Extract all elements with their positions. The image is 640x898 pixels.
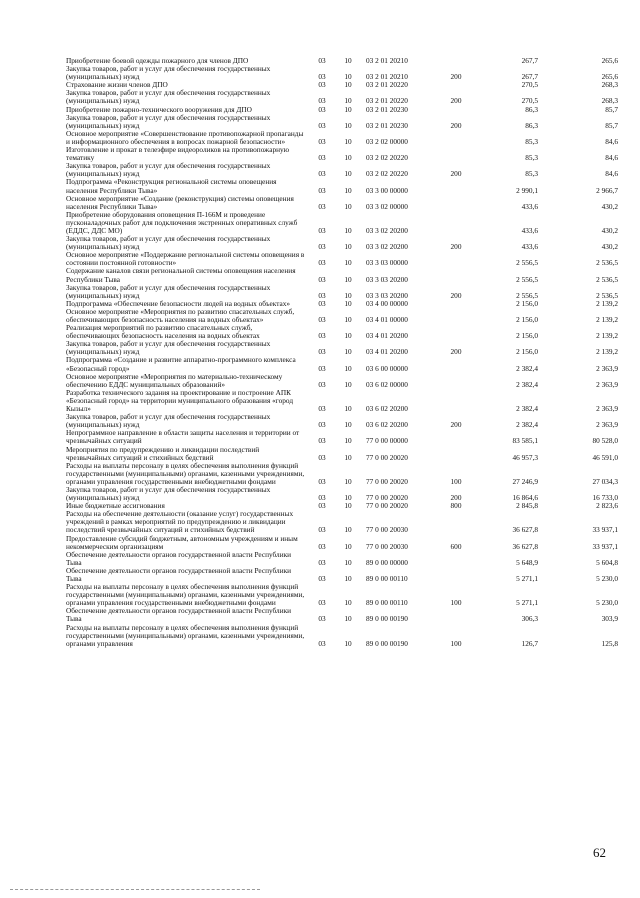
expense-type-code: 100 xyxy=(450,598,462,608)
target-article-code: 03 2 02 20220 xyxy=(366,153,408,163)
section-code: 03 xyxy=(318,169,326,179)
table-row xyxy=(66,567,618,583)
planned-amount: 2 382,4 xyxy=(516,379,538,389)
executed-amount: 84,6 xyxy=(605,169,618,179)
target-article-code: 03 4 00 00000 xyxy=(366,298,408,308)
target-article-code: 03 6 02 20200 xyxy=(366,404,408,414)
section-code: 03 xyxy=(318,476,326,486)
subsection-code: 10 xyxy=(344,363,352,373)
executed-amount: 5 230,0 xyxy=(596,598,618,608)
row-name: Реализация мероприятий по развитию спасательных служб, обеспечивающих безопасность населения на водных объектах xyxy=(66,323,260,341)
subsection-code: 10 xyxy=(344,185,352,195)
section-code: 03 xyxy=(318,104,326,114)
executed-amount: 2 823,6 xyxy=(596,501,618,511)
subsection-code: 10 xyxy=(344,436,352,446)
row-name: Закупка товаров, работ и услуг для обеспечения государственных (муниципальных) нужд xyxy=(66,234,271,252)
target-article-code: 77 0 00 20020 xyxy=(366,493,408,503)
subsection-code: 10 xyxy=(344,242,352,252)
executed-amount: 85,7 xyxy=(605,104,618,114)
row-name: Мероприятия по предупреждению и ликвидации последствий чрезвычайных ситуаций и стихийных бедствий xyxy=(66,444,260,462)
expense-type-code xyxy=(442,324,470,340)
row-name: Изготовление и прокат в телеэфире видеороликов на противопожарную тематику xyxy=(66,145,290,163)
expense-type-code xyxy=(442,130,470,146)
subsection-code: 10 xyxy=(344,379,352,389)
executed-amount: 2 139,2 xyxy=(596,315,618,324)
planned-amount: 2 382,4 xyxy=(516,420,538,430)
planned-amount: 5 648,9 xyxy=(516,557,538,567)
expense-type-code: 200 xyxy=(450,120,462,130)
subsection-code: 10 xyxy=(344,476,352,486)
subsection-code: 10 xyxy=(344,136,352,146)
table-row xyxy=(66,211,618,235)
expense-type-code xyxy=(442,267,470,283)
table-row xyxy=(66,178,618,194)
section-code: 03 xyxy=(318,363,326,373)
target-article-code: 89 0 00 00000 xyxy=(366,557,408,567)
target-article-code: 03 4 01 20200 xyxy=(366,331,408,341)
section-code: 03 xyxy=(318,331,326,341)
table-row xyxy=(66,146,618,162)
subsection-code: 10 xyxy=(344,120,352,130)
subsection-code: 10 xyxy=(344,104,352,114)
table-row xyxy=(66,535,618,551)
executed-amount: 33 937,1 xyxy=(592,525,618,535)
executed-amount: 2 139,2 xyxy=(596,347,618,357)
target-article-code: 03 2 01 20210 xyxy=(366,72,408,82)
planned-amount: 270,5 xyxy=(521,80,538,90)
target-article-code: 03 6 00 00000 xyxy=(366,363,408,373)
executed-amount: 303,9 xyxy=(601,614,618,624)
executed-amount: 2 536,5 xyxy=(596,274,618,284)
section-code: 03 xyxy=(318,242,326,252)
executed-amount: 33 937,1 xyxy=(592,541,618,551)
table-row xyxy=(66,251,618,267)
subsection-code: 10 xyxy=(344,638,352,648)
subsection-code: 10 xyxy=(344,274,352,284)
row-name: Приобретение оборудования оповещения П-166М и проведение пусконаладочных работ для подключения экстренных оперативных служб (ЕДДС, ДДС МО) xyxy=(66,209,298,235)
expense-type-code xyxy=(442,607,470,623)
row-name: Обеспечение деятельности органов государственной власти Республики Тыва xyxy=(66,606,292,624)
executed-amount: 2 363,9 xyxy=(596,420,618,430)
expense-type-code: 200 xyxy=(450,420,462,430)
section-code: 03 xyxy=(318,185,326,195)
row-name: Приобретение пожарно-технического вооружения для ДПО xyxy=(66,104,252,114)
subsection-code: 10 xyxy=(344,331,352,341)
target-article-code: 77 0 00 00000 xyxy=(366,436,408,446)
planned-amount: 2 382,4 xyxy=(516,404,538,414)
executed-amount: 85,7 xyxy=(605,120,618,130)
row-name: Основное мероприятие «Мероприятия по материально-техническому обеспечению ЕДДС муниципальных образований» xyxy=(66,371,283,389)
target-article-code: 03 3 03 00000 xyxy=(366,258,408,268)
executed-amount: 265,6 xyxy=(601,56,618,65)
target-article-code: 03 2 01 20230 xyxy=(366,120,408,130)
row-name: Расходы на выплаты персоналу в целях обеспечения выполнения функций государственными (муниципальными) органами, казенными учреждениями, органами управления государственными внебюджетными фондами xyxy=(66,460,305,486)
section-code: 03 xyxy=(318,501,326,511)
target-article-code: 03 6 02 20200 xyxy=(366,420,408,430)
expense-type-code xyxy=(442,178,470,194)
table-row xyxy=(66,510,618,534)
target-article-code: 03 2 01 20210 xyxy=(366,56,408,65)
planned-amount: 83 585,1 xyxy=(512,436,538,446)
executed-amount: 2 363,9 xyxy=(596,363,618,373)
expense-type-code xyxy=(442,57,470,65)
executed-amount: 5 604,8 xyxy=(596,557,618,567)
executed-amount: 125,8 xyxy=(601,638,618,648)
planned-amount: 86,3 xyxy=(525,120,538,130)
target-article-code: 03 2 01 20220 xyxy=(366,96,408,106)
planned-amount: 85,3 xyxy=(525,169,538,179)
planned-amount: 2 156,0 xyxy=(516,347,538,357)
row-name: Подпрограмма «Обеспечение безопасности людей на водных объектах» xyxy=(66,298,291,308)
target-article-code: 03 3 02 20200 xyxy=(366,225,408,235)
table-row xyxy=(66,462,618,486)
expense-type-code: 200 xyxy=(450,169,462,179)
target-article-code: 03 6 02 00000 xyxy=(366,379,408,389)
expense-type-code xyxy=(442,146,470,162)
row-name: Основное мероприятие «Поддержание региональной системы оповещения в состоянии постоянной готовности» xyxy=(66,250,305,268)
section-code: 03 xyxy=(318,136,326,146)
row-name: Расходы на выплаты персоналу в целях обеспечения выполнения функций государственными (муниципальными) органами, казенными учреждениями, органами управления xyxy=(66,622,305,648)
executed-amount: 2 363,9 xyxy=(596,379,618,389)
table-row xyxy=(66,130,618,146)
table-row xyxy=(66,324,618,340)
target-article-code: 03 2 02 20220 xyxy=(366,169,408,179)
subsection-code: 10 xyxy=(344,56,352,65)
table-row xyxy=(66,413,618,429)
planned-amount: 85,3 xyxy=(525,136,538,146)
subsection-code: 10 xyxy=(344,574,352,583)
target-article-code: 03 3 03 20200 xyxy=(366,274,408,284)
section-code: 03 xyxy=(318,638,326,648)
subsection-code: 10 xyxy=(344,493,352,503)
section-code: 03 xyxy=(318,315,326,324)
table-row xyxy=(66,389,618,413)
subsection-code: 10 xyxy=(344,290,352,300)
section-code: 03 xyxy=(318,72,326,82)
subsection-code: 10 xyxy=(344,557,352,567)
executed-amount: 2 363,9 xyxy=(596,404,618,414)
subsection-code: 10 xyxy=(344,501,352,511)
expense-type-code: 200 xyxy=(450,493,462,503)
subsection-code: 10 xyxy=(344,298,352,308)
target-article-code: 03 3 03 20200 xyxy=(366,290,408,300)
expense-type-code xyxy=(442,106,470,114)
section-code: 03 xyxy=(318,290,326,300)
expense-type-code: 200 xyxy=(450,242,462,252)
subsection-code: 10 xyxy=(344,169,352,179)
planned-amount: 306,3 xyxy=(521,614,538,624)
executed-amount: 2 966,7 xyxy=(596,185,618,195)
section-code: 03 xyxy=(318,525,326,535)
target-article-code: 03 2 01 20230 xyxy=(366,104,408,114)
subsection-code: 10 xyxy=(344,201,352,211)
subsection-code: 10 xyxy=(344,525,352,535)
section-code: 03 xyxy=(318,347,326,357)
section-code: 03 xyxy=(318,225,326,235)
row-name: Обеспечение деятельности органов государственной власти Республики Тыва xyxy=(66,565,292,583)
executed-amount: 265,6 xyxy=(601,72,618,82)
section-code: 03 xyxy=(318,404,326,414)
executed-amount: 16 733,0 xyxy=(592,493,618,503)
row-name: Иные бюджетные ассигнования xyxy=(66,501,165,511)
target-article-code: 03 2 02 00000 xyxy=(366,136,408,146)
planned-amount: 433,6 xyxy=(521,201,538,211)
planned-amount: 16 864,6 xyxy=(512,493,538,503)
planned-amount: 2 156,0 xyxy=(516,298,538,308)
executed-amount: 46 591,0 xyxy=(592,452,618,462)
planned-amount: 267,7 xyxy=(521,56,538,65)
subsection-code: 10 xyxy=(344,614,352,624)
table-row xyxy=(66,65,618,81)
section-code: 03 xyxy=(318,574,326,583)
budget-table xyxy=(66,57,618,648)
planned-amount: 36 627,8 xyxy=(512,525,538,535)
section-code: 03 xyxy=(318,452,326,462)
section-code: 03 xyxy=(318,557,326,567)
section-code: 03 xyxy=(318,298,326,308)
section-code: 03 xyxy=(318,258,326,268)
executed-amount: 268,3 xyxy=(601,96,618,106)
subsection-code: 10 xyxy=(344,258,352,268)
subsection-code: 10 xyxy=(344,225,352,235)
row-name: Закупка товаров, работ и услуг для обеспечения государственных (муниципальных) нужд xyxy=(66,112,271,130)
target-article-code: 89 0 00 00110 xyxy=(366,574,408,583)
subsection-code: 10 xyxy=(344,541,352,551)
expense-type-code: 800 xyxy=(450,501,462,511)
planned-amount: 2 556,5 xyxy=(516,274,538,284)
planned-amount: 2 156,0 xyxy=(516,315,538,324)
target-article-code: 89 0 00 00110 xyxy=(366,598,408,608)
executed-amount: 430,2 xyxy=(601,225,618,235)
expense-type-code xyxy=(442,389,470,413)
table-row xyxy=(66,308,618,324)
expense-type-code: 100 xyxy=(450,638,462,648)
target-article-code: 77 0 00 20030 xyxy=(366,541,408,551)
section-code: 03 xyxy=(318,56,326,65)
table-body xyxy=(66,57,618,648)
row-name: Разработка технического задания на проектирование и построение АПК «Безопасный город» на территории муниципального образования «город Кызыл» xyxy=(66,387,294,414)
planned-amount: 27 246,9 xyxy=(512,476,538,486)
expense-type-code: 200 xyxy=(450,96,462,106)
planned-amount: 85,3 xyxy=(525,153,538,163)
planned-amount: 2 556,5 xyxy=(516,290,538,300)
row-name: Основное мероприятие «Совершенствование противопожарной пропаганды и информационного обеспечения в вопросах пожарной безопасности» xyxy=(66,128,304,146)
row-name: Закупка товаров, работ и услуг для обеспечения государственных (муниципальных) нужд xyxy=(66,412,271,430)
target-article-code: 03 2 01 20220 xyxy=(366,80,408,90)
footer-divider xyxy=(10,889,260,890)
row-name: Обеспечение деятельности органов государственной власти Республики Тыва xyxy=(66,549,292,567)
planned-amount: 433,6 xyxy=(521,225,538,235)
table-row xyxy=(66,340,618,356)
planned-amount: 2 845,8 xyxy=(516,501,538,511)
subsection-code: 10 xyxy=(344,347,352,357)
section-code: 03 xyxy=(318,436,326,446)
subsection-code: 10 xyxy=(344,80,352,90)
executed-amount: 2 139,2 xyxy=(596,298,618,308)
expense-type-code xyxy=(442,373,470,389)
executed-amount: 84,6 xyxy=(605,153,618,163)
expense-type-code xyxy=(442,251,470,267)
target-article-code: 03 4 01 00000 xyxy=(366,315,408,324)
executed-amount: 2 536,5 xyxy=(596,290,618,300)
planned-amount: 5 271,1 xyxy=(516,574,538,583)
section-code: 03 xyxy=(318,201,326,211)
executed-amount: 268,3 xyxy=(601,80,618,90)
expense-type-code: 200 xyxy=(450,72,462,82)
target-article-code: 77 0 00 20030 xyxy=(366,525,408,535)
subsection-code: 10 xyxy=(344,153,352,163)
expense-type-code xyxy=(442,567,470,583)
planned-amount: 2 556,5 xyxy=(516,258,538,268)
expense-type-code: 600 xyxy=(450,541,462,551)
planned-amount: 126,7 xyxy=(521,638,538,648)
target-article-code: 89 0 00 00190 xyxy=(366,614,408,624)
target-article-code: 77 0 00 20020 xyxy=(366,501,408,511)
row-name: Расходы на выплаты персоналу в целях обеспечения выполнения функций государственными (муниципальными) органами, казенными учреждениями, органами управления государственными внебюджетными фондами xyxy=(66,582,305,608)
executed-amount: 80 528,0 xyxy=(592,436,618,446)
planned-amount: 2 156,0 xyxy=(516,331,538,341)
expense-type-code xyxy=(442,429,470,445)
executed-amount: 84,6 xyxy=(605,136,618,146)
target-article-code: 77 0 00 20020 xyxy=(366,476,408,486)
executed-amount: 2 536,5 xyxy=(596,258,618,268)
expense-type-code: 200 xyxy=(450,347,462,357)
executed-amount: 430,2 xyxy=(601,242,618,252)
expense-type-code: 200 xyxy=(450,290,462,300)
row-name: Содержание каналов связи региональной системы оповещения населения Республики Тыва xyxy=(66,266,296,284)
table-row xyxy=(66,267,618,283)
section-code: 03 xyxy=(318,80,326,90)
planned-amount: 270,5 xyxy=(521,96,538,106)
table-row xyxy=(66,89,618,105)
row-name: Закупка товаров, работ и услуг для обеспечения государственных (муниципальных) нужд xyxy=(66,64,271,82)
row-name: Страхование жизни членов ДПО xyxy=(66,80,168,90)
planned-amount: 46 957,3 xyxy=(512,452,538,462)
executed-amount: 430,2 xyxy=(601,201,618,211)
expense-type-code xyxy=(442,308,470,324)
section-code: 03 xyxy=(318,274,326,284)
table-row xyxy=(66,583,618,607)
subsection-code: 10 xyxy=(344,315,352,324)
table-row xyxy=(66,551,618,567)
target-article-code: 03 3 00 00000 xyxy=(366,185,408,195)
expense-type-code: 100 xyxy=(450,476,462,486)
section-code: 03 xyxy=(318,420,326,430)
table-row xyxy=(66,162,618,178)
expense-type-code xyxy=(442,211,470,235)
expense-type-code xyxy=(442,81,470,89)
expense-type-code xyxy=(442,300,470,308)
table-row xyxy=(66,195,618,211)
planned-amount: 2 990,1 xyxy=(516,185,538,195)
planned-amount: 5 271,1 xyxy=(516,598,538,608)
subsection-code: 10 xyxy=(344,420,352,430)
table-row xyxy=(66,356,618,372)
target-article-code: 89 0 00 00190 xyxy=(366,638,408,648)
row-name: Закупка товаров, работ и услуг для обеспечения государственных (муниципальных) нужд xyxy=(66,161,271,179)
planned-amount: 267,7 xyxy=(521,72,538,82)
executed-amount: 2 139,2 xyxy=(596,331,618,341)
table-row xyxy=(66,624,618,648)
row-name: Расходы на обеспечение деятельности (оказание услуг) государственных учреждений в рамках мероприятий по предупреждению и ликвидации последствий чрезвычайных ситуаций и стихийных бедствий xyxy=(66,509,294,535)
row-name: Подпрограмма «Реконструкция региональной системы оповещения населения Республики Тыва» xyxy=(66,177,277,195)
target-article-code: 03 3 02 00000 xyxy=(366,201,408,211)
section-code: 03 xyxy=(318,153,326,163)
row-name: Закупка товаров, работ и услуг для обеспечения государственных (муниципальных) нужд xyxy=(66,282,271,300)
expense-type-code xyxy=(442,510,470,534)
planned-amount: 433,6 xyxy=(521,242,538,252)
page-number: 62 xyxy=(593,845,606,860)
expense-type-code xyxy=(442,356,470,372)
table-row xyxy=(66,429,618,445)
section-code: 03 xyxy=(318,614,326,624)
planned-amount: 2 382,4 xyxy=(516,363,538,373)
expense-type-code xyxy=(442,446,470,462)
expense-type-code xyxy=(442,551,470,567)
subsection-code: 10 xyxy=(344,598,352,608)
expense-type-code xyxy=(442,195,470,211)
table-row xyxy=(66,235,618,251)
section-code: 03 xyxy=(318,379,326,389)
row-name: Закупка товаров, работ и услуг для обеспечения государственных (муниципальных) нужд xyxy=(66,88,271,106)
row-name: Приобретение боевой одежды пожарного для членов ДПО xyxy=(66,56,249,65)
subsection-code: 10 xyxy=(344,96,352,106)
row-name: Закупка товаров, работ и услуг для обеспечения государственных (муниципальных) нужд xyxy=(66,484,271,503)
section-code: 03 xyxy=(318,493,326,503)
executed-amount: 5 230,0 xyxy=(596,574,618,583)
planned-amount: 36 627,8 xyxy=(512,541,538,551)
row-name: Основное мероприятие «Создание (реконструкция) системы оповещения населения Республики Тыва» xyxy=(66,193,294,211)
table-row xyxy=(66,373,618,389)
section-code: 03 xyxy=(318,598,326,608)
subsection-code: 10 xyxy=(344,72,352,82)
section-code: 03 xyxy=(318,541,326,551)
row-name: Закупка товаров, работ и услуг для обеспечения государственных (муниципальных) нужд xyxy=(66,339,271,357)
subsection-code: 10 xyxy=(344,404,352,414)
table-row xyxy=(66,114,618,130)
target-article-code: 03 4 01 20200 xyxy=(366,347,408,357)
section-code: 03 xyxy=(318,120,326,130)
table-row xyxy=(66,284,618,300)
subsection-code: 10 xyxy=(344,452,352,462)
row-name: Подпрограмма «Создание и развитие аппаратно-программного комплекса «Безопасный город» xyxy=(66,355,296,373)
row-name: Основное мероприятие «Мероприятия по развитию спасательных служб, обеспечивающих безопасность населения на водных объектах» xyxy=(66,306,295,324)
table-row xyxy=(66,486,618,502)
table-row xyxy=(66,607,618,623)
target-article-code: 03 3 02 20200 xyxy=(366,242,408,252)
executed-amount: 27 034,3 xyxy=(592,476,618,486)
row-name: Непрограммное направление в области защиты населения и территории от чрезвычайных ситуаций xyxy=(66,428,300,446)
section-code: 03 xyxy=(318,96,326,106)
row-name: Предоставление субсидий бюджетным, автономным учреждениям и иным некоммерческим организациям xyxy=(66,533,298,551)
planned-amount: 86,3 xyxy=(525,104,538,114)
table-row xyxy=(66,446,618,462)
target-article-code: 77 0 00 20020 xyxy=(366,452,408,462)
